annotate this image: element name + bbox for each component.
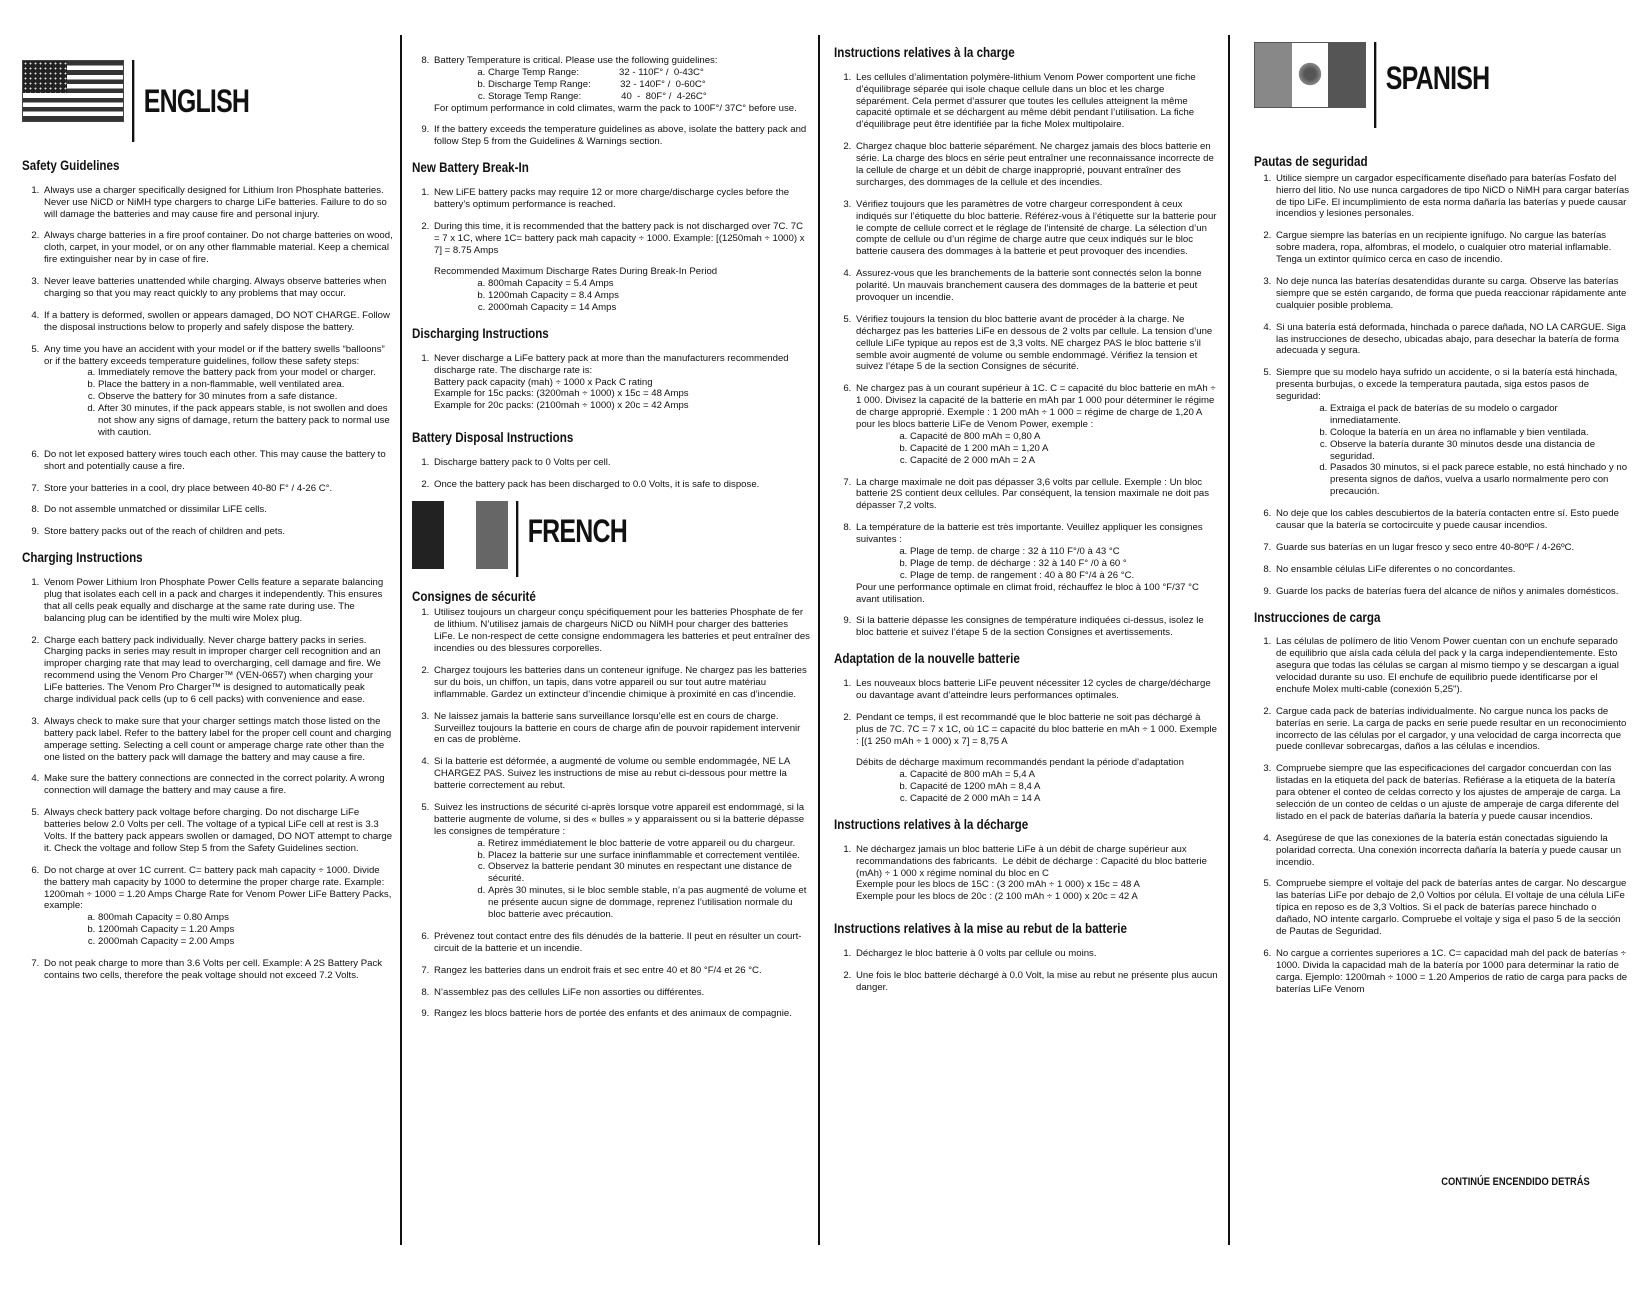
list-item: 7. Store your batteries in a cool, dry place between 40-80 F° / 4-26 C°. [42,483,394,495]
spanish-column-4 [1254,20,1630,1260]
sub-item: a. Capacité de 800 mAh = 5,4 A [910,769,1218,781]
list-item: 5. Compruebe siempre el voltaje del pack de baterías antes de cargar. No descargue las baterías LiFe por debajo de 2,0 Voltios por célula. El voltaje de una célula LiFe típica en reposo es de 3,3 Voltios. Si el pack de baterías parece hinchado o dañado, NO intente cargarlo. Compruebe el voltaje y siga el paso 5 de la sección de Pautas de Seguridad. [1274,878,1630,937]
french-column-3 [834,45,1218,1285]
list-item: 1. Déchargez le bloc batterie à 0 volts par cellule ou moins. [854,948,1218,960]
list-item: 3. Always check to make sure that your charger settings match those listed on the battery pack label. Refer to the battery label for the proper cell count and charging amperage setting. Selecting a cell count or amperage charge rate other than the one listed on the battery pack will damage the battery and may cause a fire. [42,716,394,764]
safety-heading: Safety Guidelines [22,158,120,173]
list-item: 1. New LiFE battery packs may require 12 or more charge/discharge cycles before the battery’s optimum performance is reached. [432,187,810,211]
list-item: 5. Vérifiez toujours la tension du bloc batterie avant de procéder à la charge. Ne déchargez pas les batteries LiFe en dessous de 2 volts par cellule. La tension d’une cellule LiFe typique au repos est de 3,3 volts. NE chargez PAS le bloc batterie s’il semble avoir augmenté de volume ou semble endommagé. Vérifiez la tension et suivez l’étape 5 de la section Consignes de sécurité. [854,314,1218,373]
list-item: 1. Ne déchargez jamais un bloc batterie LiFe à un débit de charge supérieur aux recommandations des fabricants. Le débit de décharge : Capacité du bloc batterie (mAh) ÷ 1 000 x régime nominal du bloc en C Exemple pour les blocs de 15C : (3 200 mAh ÷ 1 000) x 15c = 48 A Exemple pour les blocs de 20c : (2 100 mAh ÷ 1 000) x 20c = 42 A [854,844,1218,903]
list-item: 3. Compruebe siempre que las especificaciones del cargador concuerdan con las listadas en la etiqueta del pack de baterías. Refiérase a la etiqueta de la batería para obtener el conteo de celdas correcto y los ajustes de amperaje de carga. La selección de un conteo de celdas o un ajuste de amperaje de carga diferente del listado en el pack de baterías dañaría la batería y puede causar incendios. [1274,763,1630,822]
list-item: 2. Une fois le bloc batterie déchargé à 0.0 Volt, la mise au rebut ne présente plus aucun danger. [854,970,1218,994]
spanish-header [1254,42,1630,128]
list-item: 6. No cargue a corrientes superiores a 1C. C= capacidad mah del pack de baterías ÷ 1000. Divida la capacidad mah de la batería por 1000 para determinar la ratio de carga. Ejemplo: 1200mah ÷ 1000 = 1.20 Amperios de ratio de carga para packs de baterías LiFe Venom [1274,948,1630,996]
list-item: 5. Suivez les instructions de sécurité ci-après lorsque votre appareil est endommagé, si la batterie augmente de volume, si des « bulles » y apparaissent ou si la batterie dépasse les consignes de température : a. Retirez immédiatement le bloc batterie de votre appareil ou du chargeur. b. Placez la batterie sur une surface ininflammable et correctement ventilée. c. Observez la batterie pendant 30 minutes en respectant une distance de sécurité. d. Après 30 minutes, si le bloc semble stable, n’a pas augmenté de volume et ne présente aucun signe de dommage, reprenez l’utilisation normale du bloc batterie avec précaution. [432,802,810,921]
list-item: 9. Rangez les blocs batterie hors de portée des enfants et des animaux de compagnie. [432,1008,810,1020]
discharging-list [412,353,810,412]
list-item: 6. Do not charge at over 1C current. C= battery pack mah capacity ÷ 1000. Divide the battery mah capacity by 1000 to determine the proper charge rate. Example: 1200mah ÷ 1000 = 1.20 Amps Charge Rate for Venom Power LiFe Battery Packs, example: a. 800mah Capacity = 0.80 Amps b. 1200mah Capacity = 1.20 Amps c. 2000mah Capacity = 2.00 Amps [42,865,394,948]
list-item: 4. Assurez-vous que les branchements de la batterie sont connectés selon la bonne polarité. Un mauvais branchement causera des dommages de la batterie et peut provoquer un incendie. [854,268,1218,304]
sub-item: c. Observez la batterie pendant 30 minutes en respectant une distance de sécurité. [488,861,810,885]
breakin-list [412,187,810,314]
sub-item: b. Coloque la batería en un área no inflamable y bien ventilada. [1330,427,1630,439]
sub-item: a. Extraiga el pack de baterías de su modelo o cargador inmediatamente. [1330,403,1630,427]
list-item: 8. Battery Temperature is critical. Please use the following guidelines: a. Charge Temp Range: 32 - 110F° / 0-43C° b. Discharge Temp Range: 32 - 140F° / 0-60C° c. Storage Temp Range: 40 - 80F° / 4-26C° For optimum performance in cold climates, warm the pack to 100F°/ 37C° before use. [432,55,810,114]
list-item: 3. No deje nunca las baterías desatendidas durante su carga. Observe las baterías siempre que se estén cargando, de forma que pueda reaccionar rápidamente ante cualquier posible problema. [1274,276,1630,312]
french-title: FRENCH [516,501,627,577]
list-item: 8. La température de la batterie est très importante. Veuillez appliquer les consignes suivantes : a. Plage de temp. de charge : 32 à 110 F°/0 à 43 °C b. Plage de temp. de décharge : 32 à 140 F° /0 à 60 ° c. Plage de temp. de rangement : 40 à 80 F°/4 à 26 °C. Pour une performance optimale en climat froid, réchauffez le bloc à 100 °F/37 °C avant utilisation. [854,522,1218,605]
sub-item: a. Capacité de 800 mAh = 0,80 A [910,431,1218,443]
list-item: 2. Cargue cada pack de baterías individualmente. No cargue nunca los packs de baterías en serie. La carga de packs en serie puede resultar en un reconocimiento incorrecto de las células por el cargador, y una velocidad de carga incorrecta que puede conllevar sobrecargas, daños a las células e incendios. [1274,706,1630,754]
list-item: 1. Never discharge a LiFe battery pack at more than the manufacturers recommended discharge rate. The discharge rate is: Battery pack capacity (mah) ÷ 1000 x Pack C rating Example for 15c packs: (3200mah ÷ 1000) x 15c = 48 Amps Example for 20c packs: (2100mah ÷ 1000) x 20c = 42 Amps [432,353,810,412]
list-item: 1. Les cellules d’alimentation polymère-lithium Venom Power comportent une fiche d’équilibrage séparée qui isole chaque cellule dans un bloc et les charge séparément. Cela permet d’assurer que toutes les cellules atteignent la même capacité optimale et se déchargent au même débit pendant l’utilisation. La fiche d’équilibrage peut être identifiée par la fiche Molex multipolaire. [854,72,1218,131]
sub-item: c. Plage de temp. de rangement : 40 à 80 F°/4 à 26 °C. [910,570,1218,582]
french-charging-heading: Instructions relatives à la charge [834,45,1015,60]
sub-item: c. Observe la batería durante 30 minutos desde una distancia de seguridad. [1330,439,1630,463]
us-flag-icon [22,60,124,122]
column-divider [1228,35,1230,1245]
sub-list [856,431,1218,467]
list-item: 1. Discharge battery pack to 0 Volts per cell. [432,457,810,469]
seal-icon [1297,61,1323,87]
list-item: 6. No deje que los cables descubiertos de la batería contacten entre sí. Esto puede causar que la batería se cortocircuite y puede causar incendios. [1274,508,1630,532]
sub-item: a. Plage de temp. de charge : 32 à 110 F°/0 à 43 °C [910,546,1218,558]
list-item: 1. Always use a charger specifically designed for Lithium Iron Phosphate batteries. Never use NiCD or NiMH type chargers to charge LiFe batteries. Failure to do so will damage the batteries and may cause fire and personal injury. [42,185,394,221]
sub-item: a. 800mah Capacity = 5.4 Amps [488,278,810,290]
french-breakin-list [834,678,1218,805]
english-column-1 [22,20,394,1260]
safety-list [22,185,394,538]
sub-list [856,546,1218,582]
list-item: 3. Vérifiez toujours que les paramètres de votre chargeur correspondent à ceux indiqués sur l’étiquette du bloc batterie. Référez-vous à l’étiquette sur la batterie pour le compte de cellule correct et le réglage de l’intensité de charge. La sélection d’un compte de cellule ou d’un régime de charge autre que ceux indiqués sur le bloc batterie causera des dommages à la batterie et peut provoquer des incendies. [854,199,1218,258]
sub-item: a. Charge Temp Range: 32 - 110F° / 0-43C° [488,67,810,79]
sub-list [44,912,394,948]
sub-item: d. After 30 minutes, if the pack appears stable, is not swollen and does not show any signs of damage, return the battery pack to normal use with caution. [98,403,394,439]
continue-on-back-note: CONTINÚE ENCENDIDO DETRÁS [1441,1176,1590,1189]
breakin-heading: New Battery Break-In [412,160,529,176]
french-safety-list [412,607,810,1020]
french-disposal-heading: Instructions relatives à la mise au rebut de la batterie [834,921,1127,937]
list-item: 3. Ne laissez jamais la batterie sans surveillance lorsqu’elle est en cours de charge. Surveillez toujours la batterie en cours de charge afin de pouvoir rapidement intervenir en cas de problème. [432,711,810,747]
list-item: 7. Rangez les batteries dans un endroit frais et sec entre 40 et 80 °F/4 et 26 °C. [432,965,810,977]
spanish-safety-list [1254,173,1630,598]
french-disposal-list [834,948,1218,994]
french-discharging-list [834,844,1218,903]
spanish-charging-heading: Instrucciones de carga [1254,609,1381,625]
list-item: 5. Siempre que su modelo haya sufrido un accidente, o si la batería está hinchada, presenta burbujas, o excede la temperatura pautada, siga estos pasos de seguridad: a. Extraiga el pack de baterías de su modelo o cargador inmediatamente. b. Coloque la batería en un área no inflamable y bien ventilada. c. Observe la batería durante 30 minutos desde una distancia de seguridad. d. Pasados 30 minutos, si el pack parece estable, no está hinchado y no presenta signos de daños, vuelva a usarlo normalmente pero con precaución. [1274,367,1630,498]
french-flag-icon [412,501,508,569]
english-title: ENGLISH [132,60,249,142]
sub-list [1276,403,1630,498]
list-item: 6. Do not let exposed battery wires touch each other. This may cause the battery to short and potentially cause a fire. [42,449,394,473]
sub-item: b. Capacité de 1 200 mAh = 1,20 A [910,443,1218,455]
sub-item: c. Storage Temp Range: 40 - 80F° / 4-26C° [488,91,810,103]
list-item: 4. Asegúrese de que las conexiones de la batería están conectadas siguiendo la polaridad correcta. Una conexión incorrecta dañaría la batería y puede causar un incendio. [1274,833,1630,869]
list-item: 8. N’assemblez pas des cellules LiFe non assorties ou différentes. [432,987,810,999]
sub-list [44,367,394,438]
list-item: 1. Las células de polímero de litio Venom Power cuentan con un enchufe separado de equilibrio que aísla cada célula del pack y la carga independientemente. Esto asegura que todas las células se cargan al mismo tiempo y se descargan a igual velocidad durante su uso. El enchufe de equilibrio puede identificarse por el enchufe Molex multi-cable (conexión 5,25"). [1274,636,1630,695]
list-item: 3. Never leave batteries unattended while charging. Always observe batteries when charging so that you may react quickly to any problems that may occur. [42,276,394,300]
list-item: 8. No ensamble células LiFe diferentes o no concordantes. [1274,564,1630,576]
list-item: 2. Cargue siempre las baterías en un recipiente ignífugo. No cargue las baterías sobre madera, ropa, alfombras, el modelo, o cualquier otro material inflamable. Tenga un extintor químico cerca en caso de incendio. [1274,230,1630,266]
temperature-note: Pour une performance optimale en climat froid, réchauffez le bloc à 100 °F/37 °C avant utilisation. [856,581,1199,605]
sub-item: b. 1200mah Capacity = 8.4 Amps [488,290,810,302]
list-item: 1. Les nouveaux blocs batterie LiFe peuvent nécessiter 12 cycles de charge/décharge ou davantage avant d’atteindre leurs performances optimales. [854,678,1218,702]
list-item: 7. Do not peak charge to more than 3.6 Volts per cell. Example: A 2S Battery Pack contains two cells, therefore the peak voltage should not exceed 7.2 Volts. [42,958,394,982]
list-item: 9. Si la batterie dépasse les consignes de température indiquées ci-dessus, isolez le bloc batterie et suivez l’étape 5 de la section Consignes et avertissements. [854,615,1218,639]
english-french-column-2 [412,55,810,1295]
list-item: 4. If a battery is deformed, swollen or appears damaged, DO NOT CHARGE. Follow the disposal instructions below to properly and safely dispose the battery. [42,310,394,334]
sub-item: c. Capacité de 2 000 mAh = 2 A [910,455,1218,467]
sub-item: a. Immediately remove the battery pack from your model or charger. [98,367,394,379]
list-item: 1. Utilisez toujours un chargeur conçu spécifiquement pour les batteries Phosphate de fer de lithium. N’utilisez jamais de chargeurs NiCD ou NiMH pour charger des batteries LiFe. Le non-respect de cette consigne endommagera les batteries et peut entraîner des incendies ou des blessures corporelles. [432,607,810,655]
sub-item: c. Observe the battery for 30 minutes from a safe distance. [98,391,394,403]
charging-list [22,577,394,982]
breakin-note: Recommended Maximum Discharge Rates During Break-In Period [434,266,718,278]
sub-item: d. Après 30 minutes, si le bloc semble stable, n’a pas augmenté de volume et ne présente aucun signe de dommage, reprenez l’utilisation normale du bloc batterie avec précaution. [488,885,810,921]
list-item: 2. Pendant ce temps, il est recommandé que le bloc batterie ne soit pas déchargé à plus de 7C. 7C = 7 x 1C, où 1C = capacité du bloc batterie en mAh ÷ 1 000. Exemple : [(1 250 mAh ÷ 1 000) x 7] = 8,75 A Débits de décharge maximum recommandés pendant la période d’adaptation a. Capacité de 800 mAh = 5,4 A b. Capacité de 1200 mAh = 8,4 A c. Capacité de 2 000 mAh = 14 A [854,712,1218,805]
sub-item: b. Plage de temp. de décharge : 32 à 140 F° /0 à 60 ° [910,558,1218,570]
list-item: 1. Venom Power Lithium Iron Phosphate Power Cells feature a separate balancing plug that isolates each cell in a pack and charges it independently. This ensures that all cells peak equally and discharge at the same rate during use. The balancing plug can be identified by the multi wire Molex plug. [42,577,394,625]
list-item: 1. Utilice siempre un cargador específicamente diseñado para baterías Fosfato del hierro del litio. No use nunca cargadores de tipo NiCD o NiMH para cargar baterías de tipo LiFe. El incumplimiento de esta norma dañaría las baterías y puede causar incendios y lesiones personales. [1274,173,1630,221]
spanish-charging-list [1254,636,1630,995]
list-item: 2. Chargez chaque bloc batterie séparément. Ne chargez jamais des blocs batterie en série. La charge des blocs en série peut entraîner une reconnaissance incorrecte de la cellule de charge et un débit de charge inapproprié, pouvant entraîner des surcharges, des dommages de la cellule et des incendies. [854,141,1218,189]
sub-item: c. 2000mah Capacity = 2.00 Amps [98,936,394,948]
sub-item: a. 800mah Capacity = 0.80 Amps [98,912,394,924]
list-item: 7. La charge maximale ne doit pas dépasser 3,6 volts par cellule. Exemple : Un bloc batterie 2S contient deux cellules. Par conséquent, la tension maximale ne doit pas dépasser 7,2 volts. [854,477,1218,513]
disposal-heading: Battery Disposal Instructions [412,430,574,446]
list-item: 2. Chargez toujours les batteries dans un conteneur ignifuge. Ne chargez pas les batteries sur du bois, un chiffon, un tapis, dans votre appareil ou sur tout autre matériau inflammable. Gardez un extincteur d’incendie chimique à proximité en cas d’incendie. [432,665,810,701]
french-discharging-heading: Instructions relatives à la décharge [834,817,1029,832]
list-item: 8. Do not assemble unmatched or dissimilar LiFE cells. [42,504,394,516]
mexico-flag-icon [1254,42,1366,108]
sub-item: b. Discharge Temp Range: 32 - 140F° / 0-60C° [488,79,810,91]
list-item: 5. Any time you have an accident with your model or if the battery swells “balloons” or if the battery exceeds temperature guidelines, follow these safety steps: a. Immediately remove the battery pack from your model or charger. b. Place the battery in a non-flammable, well ventilated area. c. Observe the battery for 30 minutes from a safe distance. d. After 30 minutes, if the pack appears stable, is not swollen and does not show any signs of damage, return the battery pack to normal use with caution. [42,344,394,439]
spanish-title: SPANISH [1374,42,1489,128]
french-charging-list [834,72,1218,640]
sub-list [856,769,1218,805]
list-item: 9. Guarde los packs de baterías fuera del alcance de niños y animales domésticos. [1274,586,1630,598]
list-item: 6. Prévenez tout contact entre des fils dénudés de la batterie. Il peut en résulter un court-circuit de la batterie et un incendie. [432,931,810,955]
list-item: 6. Ne chargez pas à un courant supérieur à 1C. C = capacité du bloc batterie en mAh ÷ 1 000. Divisez la capacité de la batterie en mAh par 1 000 pour déterminer le régime de charge approprié. Exemple : 1 200 mAh ÷ 1 000 = régime de charge de 1,20 A pour les blocs batterie LiFe de Venom Power, exemple : a. Capacité de 800 mAh = 0,80 A b. Capacité de 1 200 mAh = 1,20 A c. Capacité de 2 000 mAh = 2 A [854,383,1218,466]
spanish-safety-heading: Pautas de seguridad [1254,154,1368,169]
list-item: 7. Guarde sus baterías en un lugar fresco y seco entre 40-80ºF / 4-26ºC. [1274,542,1630,554]
sub-item: d. Pasados 30 minutos, si el pack parece estable, no está hinchado y no presenta signos de daños, vuelva a usarlo normalmente pero con precaución. [1330,462,1630,498]
sub-item: a. Retirez immédiatement le bloc batterie de votre appareil ou du chargeur. [488,838,810,850]
sub-item: b. Placez la batterie sur une surface ininflammable et correctement ventilée. [488,850,810,862]
sub-item: b. 1200mah Capacity = 1.20 Amps [98,924,394,936]
column-divider [818,35,820,1245]
column-divider [400,35,402,1245]
list-item: 2. Always charge batteries in a fire proof container. Do not charge batteries on wood, cloth, carpet, in your model, or on any other flammable material. Keep a chemical fire extinguisher near by in case of fire. [42,230,394,266]
breakin-note: Débits de décharge maximum recommandés pendant la période d’adaptation [856,757,1184,769]
disposal-list [412,457,810,491]
list-item: 4. Si una batería está deformada, hinchada o parece dañada, NO LA CARGUE. Siga las instrucciones de desecho, ubicadas abajo, para desechar la batería de forma adecuada y segura. [1274,322,1630,358]
sub-list [434,278,810,314]
french-header [412,501,810,577]
english-header [22,60,394,142]
temperature-note: For optimum performance in cold climates, warm the pack to 100F°/ 37C° before use. [434,102,797,114]
list-item: 9. Store battery packs out of the reach of children and pets. [42,526,394,538]
french-safety-heading: Consignes de sécurité [412,588,536,604]
list-item: 9. If the battery exceeds the temperature guidelines as above, isolate the battery pack and follow Step 5 from the Guidelines & Warnings section. [432,124,810,148]
sub-item: b. Place the battery in a non-flammable, well ventilated area. [98,379,394,391]
french-breakin-heading: Adaptation de la nouvelle batterie [834,651,1020,667]
charging-list-continued [412,55,810,148]
list-item: 4. Si la batterie est déformée, a augmenté de volume ou semble endommagée, NE LA CHARGEZ PAS. Suivez les instructions de mise au rebut ci-dessous pour mettre la batterie correctement au rebut. [432,756,810,792]
sub-item: c. 2000mah Capacity = 14 Amps [488,302,810,314]
sub-item: b. Capacité de 1200 mAh = 8,4 A [910,781,1218,793]
list-item: 4. Make sure the battery connections are connected in the correct polarity. A wrong connection will damage the battery and may cause a fire. [42,773,394,797]
list-item: 2. During this time, it is recommended that the battery pack is not discharged over 7C. 7C = 7 x 1C, where 1C= battery pack mah capacity ÷ 1000. Example: [(1250mah ÷ 1000) x 7] = 8.75 Amps Recommended Maximum Discharge Rates During Break-In Period a. 800mah Capacity = 5.4 Amps b. 1200mah Capacity = 8.4 Amps c. 2000mah Capacity = 14 Amps [432,221,810,314]
sub-item: c. Capacité de 2 000 mAh = 14 A [910,793,1218,805]
sub-list [434,838,810,921]
discharging-heading: Discharging Instructions [412,325,549,341]
charging-heading: Charging Instructions [22,550,143,566]
list-item: 2. Once the battery pack has been discharged to 0.0 Volts, it is safe to dispose. [432,479,810,491]
sub-list [434,67,810,103]
list-item: 5. Always check battery pack voltage before charging. Do not discharge LiFe batteries below 2.0 Volts per cell. The voltage of a typical LiFe cell at rest is 3.3 Volts. If the battery pack appears swollen or damaged, DO NOT attempt to charge it. Check the voltage and follow Step 5 from the Safety Guidelines section. [42,807,394,855]
list-item: 2. Charge each battery pack individually. Never charge battery packs in series. Charging packs in series may result in improper charger cell recognition and an improper charging rate that may lead to overcharging, cell damage and fire. We recommend using the Venom Pro Charger™ (VEN-0657) when charging your LiFe batteries. The Venom Pro Charger™ is designed to automatically peak charge individual pack cells (up to 6 cell packs) with convenience and ease. [42,635,394,706]
